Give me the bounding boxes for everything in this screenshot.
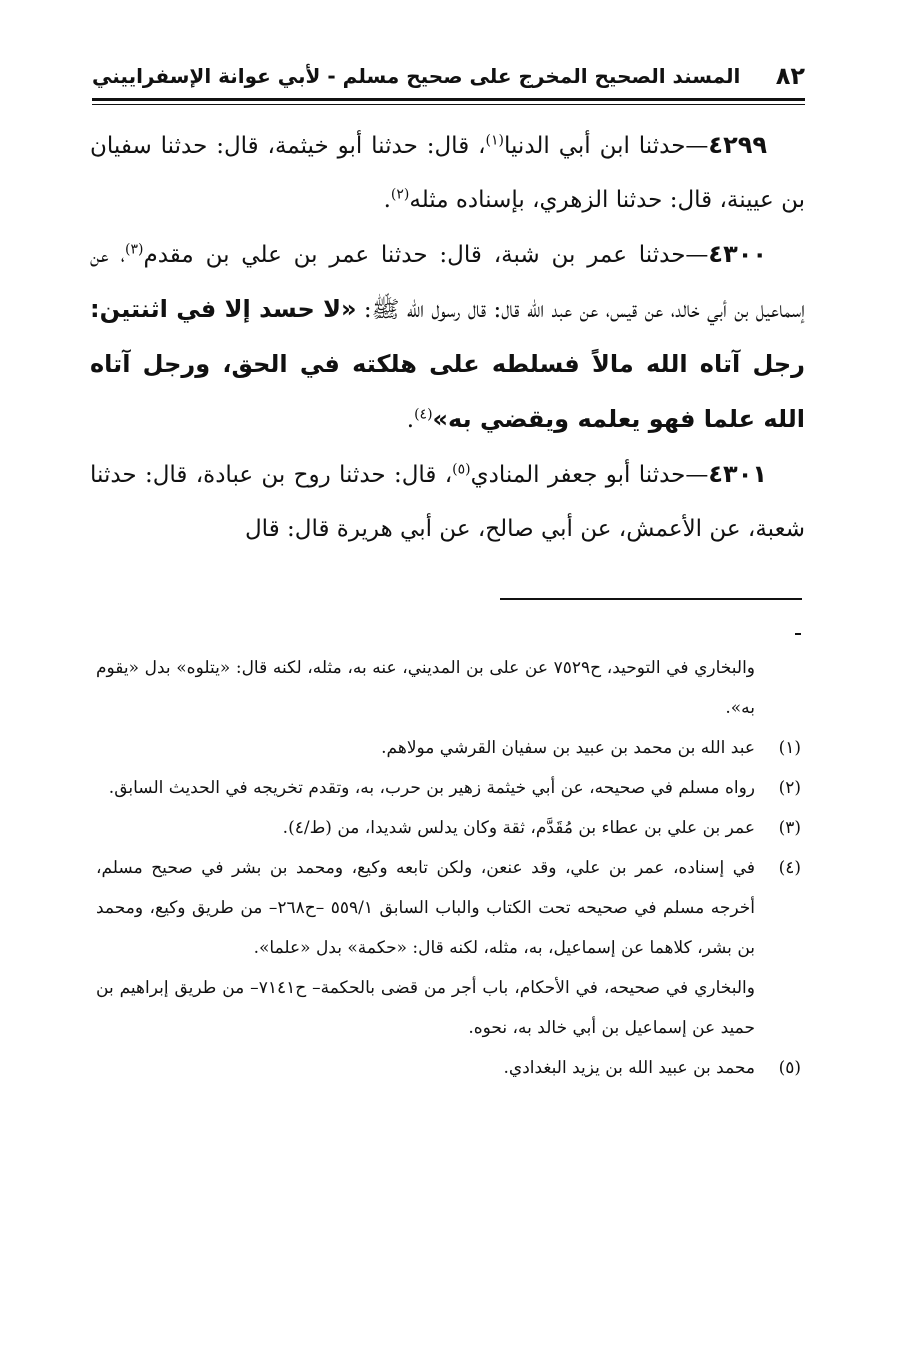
hadith-4299 <box>90 118 805 227</box>
hadith-number: ٤٣٠١ <box>708 460 767 488</box>
hadith-text: —حدثنا ابن أبي الدنيا <box>503 133 709 159</box>
hadith-text: . <box>406 407 415 433</box>
hadith-text: —حدثنا أبو جعفر المنادي <box>470 462 709 488</box>
hadith-matn: «لا حسد إلا في اثنتين: رجل آتاه الله مالاً فسلطه على هلكته في الحق، ورجل آتاه الله علما فهو يعلمه ويقضي به» <box>90 295 805 433</box>
hadith-text: . <box>383 187 391 213</box>
footnote-2 <box>96 768 801 808</box>
footnote-divider <box>500 598 802 600</box>
footnote-text: عمر بن علي بن عطاء بن مُقَدَّم، ثقة وكان يدلس شديدا، من (ط/٤). <box>282 818 755 838</box>
footnote-number: (٤) <box>778 858 801 878</box>
footnote-ref: (٤) <box>414 406 433 423</box>
header-rule-thick <box>92 98 805 101</box>
hadith-text: ، قال: حدثنا روح بن عبادة، قال: حدثنا شعبة، عن الأعمش، عن أبي صالح، عن أبي هريرة قال: قال <box>90 462 805 542</box>
footnote-text: والبخاري في صحيحه، في الأحكام، باب أجر من قضى بالحكمة– ح٧١٤١– من طريق إبراهيم بن حميد عن إسماعيل بن أبي خالد به، نحوه. <box>96 978 755 1038</box>
main-text <box>90 118 805 556</box>
footnote-ref: (٥) <box>452 461 471 478</box>
hadith-text: —حدثنا عمر بن شبة، قال: حدثنا عمر بن علي بن مقدم <box>143 242 709 268</box>
footnote-ref: (١) <box>485 132 504 149</box>
footnote-text: عبد الله بن محمد بن عبيد بن سفيان القرشي مولاهم. <box>381 738 755 758</box>
running-title: المسند الصحيح المخرج على صحيح مسلم - لأبي عوانة الإسفراييني <box>92 64 741 88</box>
footnote-text: في إسناده، عمر بن علي، وقد عنعن، ولكن تابعه وكيع، ومحمد بن بشر في صحيح مسلم، أخرجه مسلم في صحيحه تحت الكتاب والباب السابق ٥٥٩/١ –ح٢٦٨– من طريق وكيع، ومحمد بن بشر، كلاهما عن إسماعيل، به، مثله، لكنه قال: «حكمة» بدل «علما». <box>96 858 755 958</box>
page-number: ٨٢ <box>775 62 805 90</box>
page-header <box>92 60 805 100</box>
footnote-3 <box>96 808 801 848</box>
footnote-ref: (٢) <box>390 186 410 203</box>
footnote-number: (٢) <box>778 778 801 798</box>
footnote-ref: (٣) <box>125 241 144 258</box>
footnote-4 <box>96 848 801 968</box>
hadith-text: ، قال: حدثنا أبو خيثمة، قال: حدثنا سفيان بن عيينة، قال: حدثنا الزهري، بإسناده مثله <box>90 133 805 213</box>
hadith-number: ٤٢٩٩ <box>708 131 768 159</box>
footnote-text: محمد بن عبيد الله بن يزيد البغدادي. <box>503 1058 755 1078</box>
hadith-4301 <box>90 447 805 556</box>
footnote-number: (١) <box>778 738 801 758</box>
footnote-text: رواه مسلم في صحيحه، عن أبي خيثمة زهير بن حرب، به، وتقدم تخريجه في الحديث السابق. <box>108 778 755 798</box>
header-rule-thin <box>92 104 805 105</box>
footnote-carryover: والبخاري في التوحيد، ح٧٥٢٩ عن على بن المديني، عنه به، مثله، لكنه قال: «يتلوه» بدل «يقوم به». <box>96 658 755 718</box>
hadith-number: ٤٣٠٠ <box>708 240 768 268</box>
footnote-number: (٥) <box>778 1058 801 1078</box>
footnote-4-continued <box>96 968 801 1048</box>
footnote-5 <box>96 1048 801 1088</box>
continuation-mark <box>795 633 801 635</box>
footnote-number: (٣) <box>778 818 801 838</box>
footnotes <box>96 648 801 1088</box>
footnote-1 <box>96 728 801 768</box>
hadith-4300 <box>90 227 805 447</box>
hadith-text: ، عن إسماعيل بن أبي خالد، عن قيس، عن عبد الله قال: قال رسول الله ﷺ: <box>90 242 805 323</box>
